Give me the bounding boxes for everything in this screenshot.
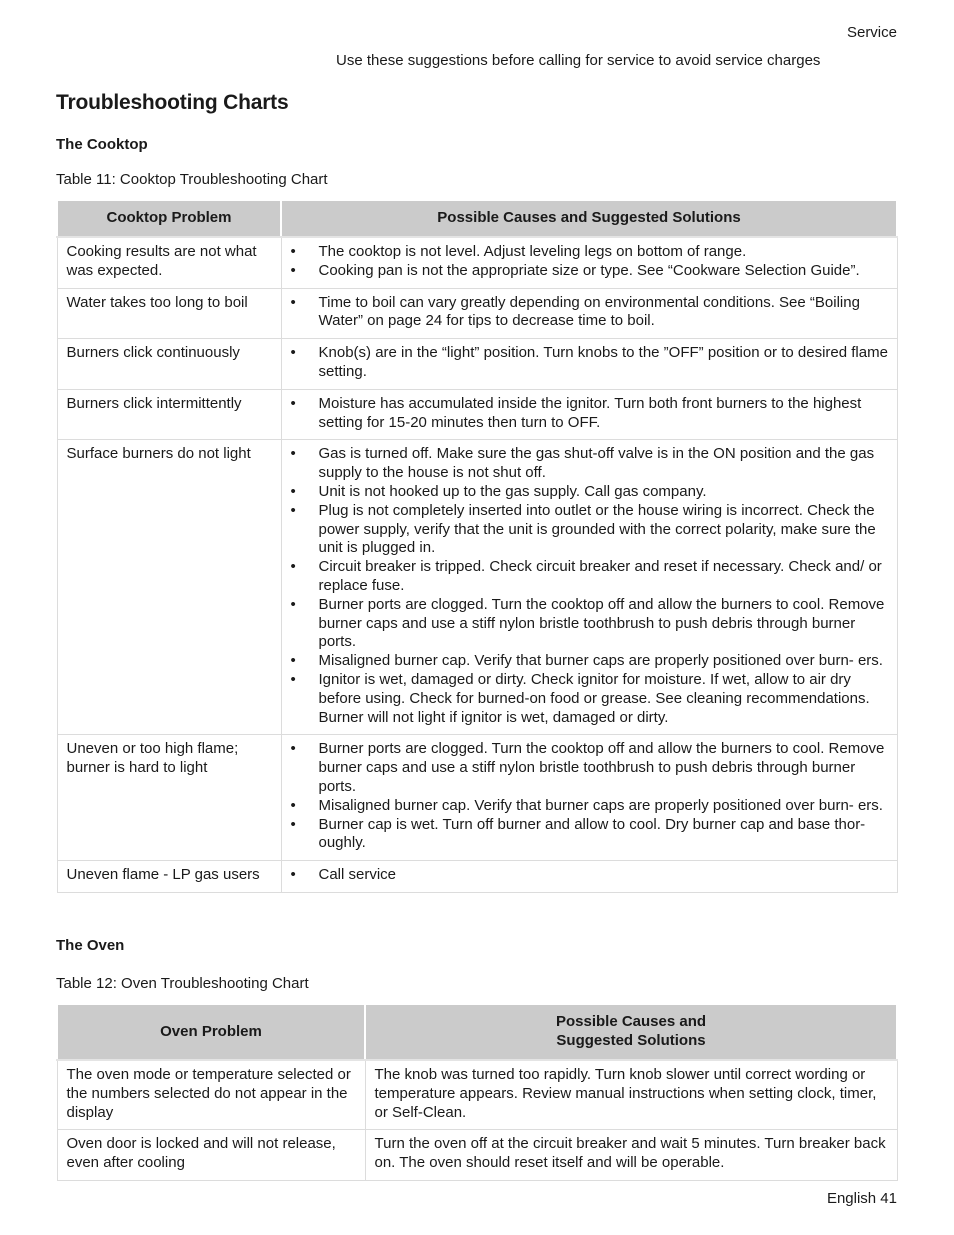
- column-header-causes-line2: Suggested Solutions: [556, 1032, 706, 1049]
- cause-text: Time to boil can vary greatly depending on environmental conditions. See “Boiling Water” on page 24 for tips to decrease time to boil.: [318, 293, 860, 330]
- cause-text: The cooktop is not level. Adjust leveling legs on bottom of range.: [318, 243, 747, 260]
- cause-text: Ignitor is wet, damaged or dirty. Check ignitor for moisture. If wet, allow to air dry before using. Check for burned-on food or grease. See cleaning recommendations. Burner will not light if ignitor is wet, damaged or dirty.: [318, 670, 870, 726]
- list-item: [291, 558, 889, 596]
- list-item: [291, 797, 889, 816]
- problem-cell: Oven door is locked and will not release, even after cooling: [57, 1130, 365, 1181]
- cooktop-heading: The Cooktop: [56, 136, 148, 153]
- list-item: [291, 866, 889, 885]
- bullet-icon: •: [290, 796, 296, 814]
- causes-cell: [281, 440, 897, 735]
- causes-cell: [281, 735, 897, 861]
- solution-cell: Turn the oven off at the circuit breaker and wait 5 minutes. Turn breaker back on. The oven should reset itself and will be operable.: [365, 1130, 897, 1181]
- bullet-icon: •: [290, 670, 296, 688]
- causes-list: [291, 344, 889, 382]
- cause-text: Misaligned burner cap. Verify that burner caps are properly positioned over burn- ers.: [318, 652, 883, 670]
- page-title: Troubleshooting Charts: [56, 91, 289, 114]
- table-row: [57, 1060, 897, 1130]
- list-item: [291, 596, 889, 652]
- cause-text: Burner ports are clogged. Turn the cooktop off and allow the burners to cool. Remove burner caps and use a stiff nylon bristle toothbrush to push debris through burner ports.: [318, 595, 885, 651]
- bullet-icon: •: [290, 501, 296, 519]
- cooktop-table-caption: Table 11: Cooktop Troubleshooting Chart: [56, 171, 328, 188]
- table-row: [57, 288, 897, 339]
- bullet-icon: •: [290, 652, 296, 670]
- causes-cell: [281, 861, 897, 893]
- causes-list: [291, 243, 889, 281]
- bullet-icon: •: [290, 866, 296, 884]
- causes-list: [291, 740, 889, 853]
- causes-list: [291, 395, 889, 433]
- cause-text: Moisture has accumulated inside the ignitor. Turn both front burners to the highest setting for 15-20 minutes then turn to OFF.: [318, 394, 862, 431]
- list-item: [291, 445, 889, 483]
- cause-text: Cooking pan is not the appropriate size or type. See “Cookware Selection Guide”.: [318, 261, 860, 279]
- bullet-icon: •: [290, 740, 296, 758]
- list-item: [291, 344, 889, 382]
- list-item: [291, 740, 889, 796]
- list-item: [291, 395, 889, 433]
- cause-text: Knob(s) are in the “light” position. Turn knobs to the ”OFF” position or to desired flame setting.: [318, 344, 888, 380]
- oven-table-body: [57, 1060, 897, 1180]
- bullet-icon: •: [290, 261, 296, 279]
- list-item: [291, 483, 889, 502]
- cooktop-troubleshooting-table: [56, 199, 898, 893]
- section-header: Service: [846, 24, 897, 41]
- list-item: [291, 243, 889, 262]
- bullet-icon: •: [290, 293, 296, 311]
- table-row: [57, 1130, 897, 1181]
- list-item: [291, 502, 889, 558]
- list-item: [291, 816, 889, 854]
- table-row: [57, 440, 897, 735]
- problem-cell: The oven mode or temperature selected or the numbers selected do not appear in the display: [57, 1060, 365, 1130]
- page-footer: English 41: [826, 1190, 897, 1207]
- column-header-problem: Cooktop Problem: [57, 200, 281, 237]
- column-header-causes-line1: Possible Causes and: [555, 1013, 707, 1031]
- problem-cell: Uneven flame - LP gas users: [57, 861, 281, 893]
- bullet-icon: •: [290, 595, 296, 613]
- column-header-problem: Oven Problem: [57, 1004, 365, 1060]
- causes-list: [291, 445, 889, 727]
- table-header-row: [57, 1004, 897, 1060]
- bullet-icon: •: [290, 815, 296, 833]
- list-item: [291, 652, 889, 671]
- causes-cell: [281, 288, 897, 339]
- problem-cell: Burners click intermittently: [57, 389, 281, 440]
- service-tagline: Use these suggestions before calling for service to avoid service charges: [336, 52, 821, 69]
- list-item: [291, 262, 889, 281]
- bullet-icon: •: [290, 558, 296, 576]
- cooktop-table-body: [57, 237, 897, 892]
- solution-cell: The knob was turned too rapidly. Turn knob slower until correct wording or temperature appears. Review manual instructions when setting clock, timer, or Self-Clean.: [365, 1060, 897, 1130]
- causes-cell: [281, 389, 897, 440]
- cause-text: Plug is not completely inserted into outlet or the house wiring is incorrect. Check the power supply, verify that the unit is grounded with the correct polarity, make sure the unit is plugged in.: [318, 501, 876, 557]
- causes-list: [291, 294, 889, 332]
- problem-cell: Burners click continuously: [57, 339, 281, 390]
- causes-list: [291, 866, 889, 885]
- problem-cell: Uneven or too high flame; burner is hard to light: [57, 735, 281, 861]
- bullet-icon: •: [290, 445, 296, 463]
- list-item: [291, 671, 889, 727]
- problem-cell: Surface burners do not light: [57, 440, 281, 735]
- bullet-icon: •: [290, 482, 296, 500]
- list-item: [291, 294, 889, 332]
- oven-troubleshooting-table: [56, 1003, 898, 1181]
- cause-text: Call service: [318, 866, 397, 884]
- bullet-icon: •: [290, 344, 296, 362]
- column-header-causes: Possible Causes and Suggested Solutions: [281, 200, 897, 237]
- problem-cell: Water takes too long to boil: [57, 288, 281, 339]
- cause-text: Burner ports are clogged. Turn the cooktop off and allow the burners to cool. Remove burner caps and use a stiff nylon bristle toothbrush to push debris through burner ports.: [318, 740, 885, 795]
- table-row: [57, 389, 897, 440]
- cause-text: Gas is turned off. Make sure the gas shut-off valve is in the ON position and the gas supply to the house is not shut off.: [318, 445, 875, 482]
- column-header-causes: [365, 1004, 897, 1060]
- oven-table-caption: Table 12: Oven Troubleshooting Chart: [56, 975, 309, 992]
- cause-text: Unit is not hooked up to the gas supply. Call gas company.: [318, 482, 707, 500]
- cause-text: Misaligned burner cap. Verify that burner caps are properly positioned over burn- ers.: [318, 796, 883, 814]
- table-row: [57, 237, 897, 288]
- bullet-icon: •: [290, 394, 296, 412]
- table-header-row: [57, 200, 897, 237]
- cause-text: Burner cap is wet. Turn off burner and allow to cool. Dry burner cap and base thor- oughly.: [318, 815, 866, 852]
- cause-text: Circuit breaker is tripped. Check circuit breaker and reset if necessary. Check and/ or replace fuse.: [318, 558, 882, 594]
- table-row: [57, 339, 897, 390]
- causes-cell: [281, 237, 897, 288]
- problem-cell: Cooking results are not what was expected.: [57, 237, 281, 288]
- causes-cell: [281, 339, 897, 390]
- table-row: [57, 735, 897, 861]
- oven-heading: The Oven: [56, 937, 125, 954]
- table-row: [57, 861, 897, 893]
- bullet-icon: •: [290, 243, 296, 260]
